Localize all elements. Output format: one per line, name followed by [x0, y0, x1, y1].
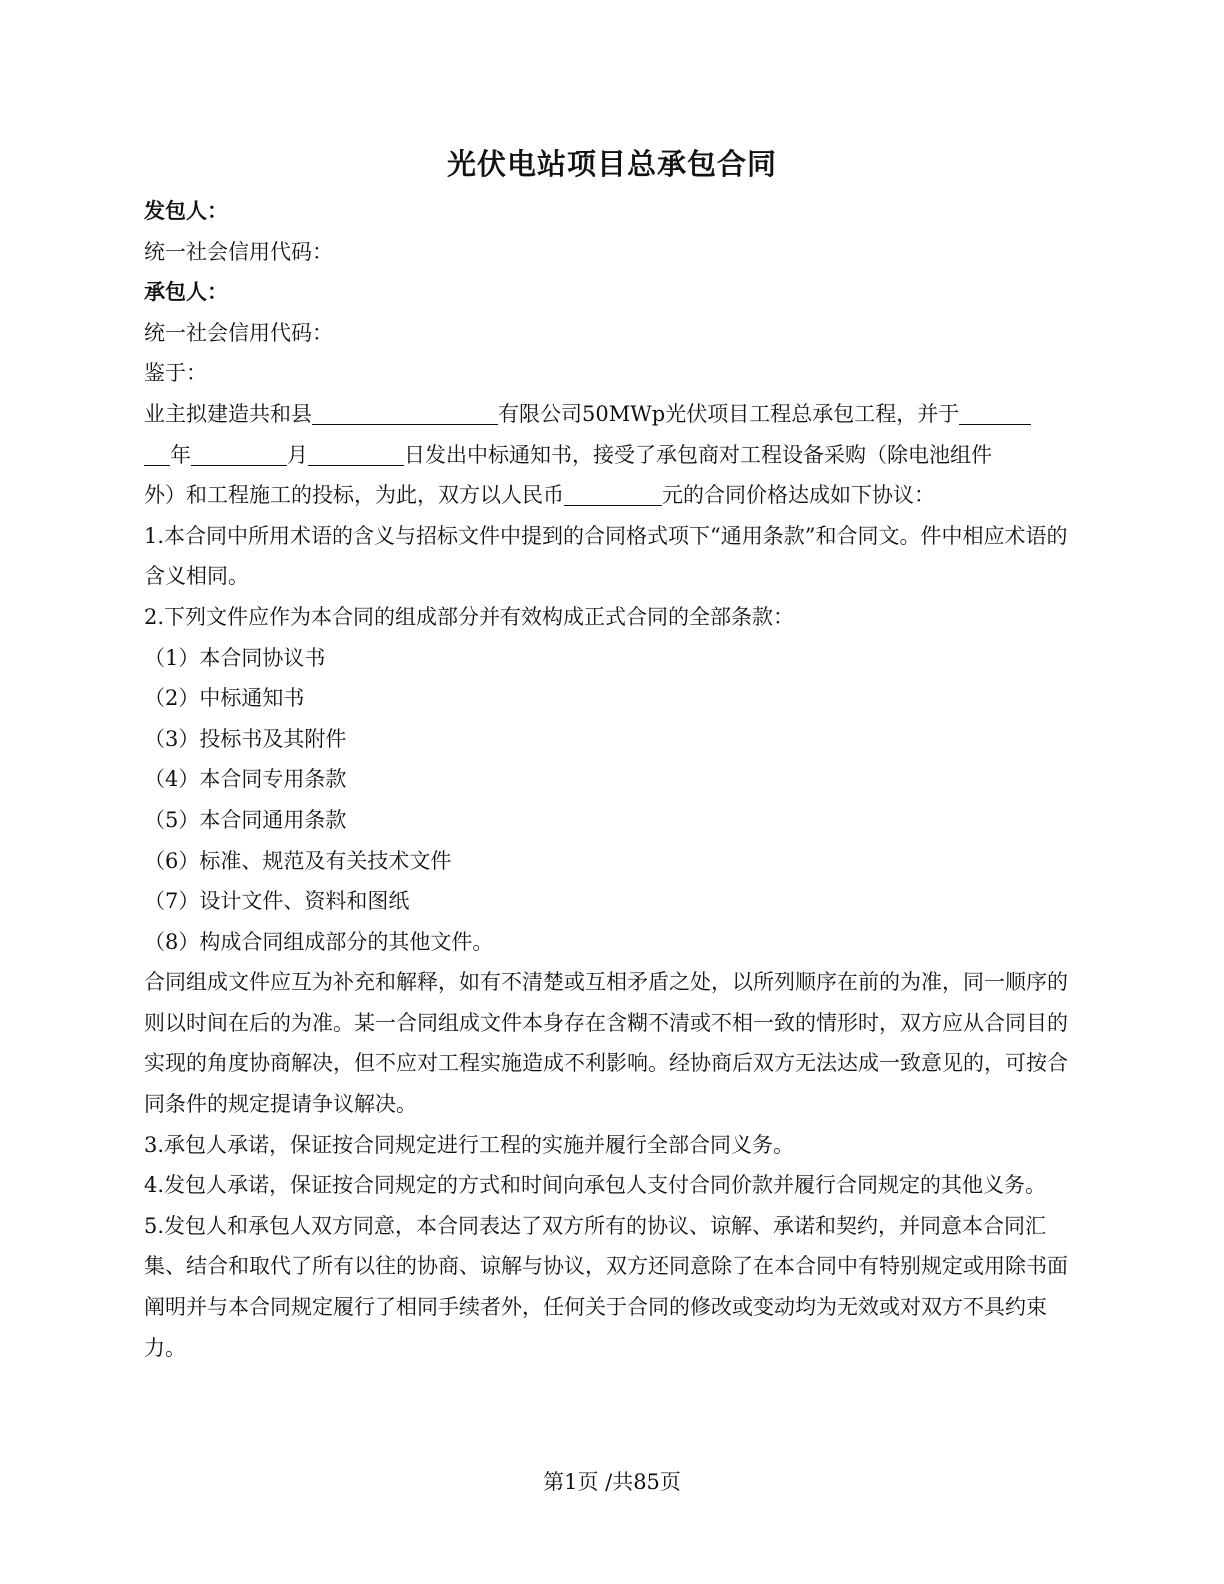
recital-part-4: 月 [287, 442, 308, 467]
day-blank [308, 441, 404, 466]
clause-3: 3.承包人承诺，保证按合同规定进行工程的实施并履行全部合同义务。 [144, 1132, 795, 1157]
clause-5: 5.发包人和承包人双方同意，本合同表达了双方所有的协议、谅解、承诺和契约，并同意本合同汇集、结合和取代了所有以往的协商、谅解与协议，双方还同意除了在本合同中有特别规定或用除书面阐明并与本合同规定履行了相同手续者外，任何关于合同的修改或变动均为无效或对双方不具约束力。 [144, 1213, 1068, 1360]
document-title: 光伏电站项目总承包合同 [446, 147, 777, 181]
amount-blank [564, 481, 662, 506]
recital-line-2 [144, 435, 1084, 476]
month-blank [191, 441, 287, 466]
precedence-paragraph: 合同组成文件应互为补充和解释，如有不清楚或互相矛盾之处，以所列顺序在前的为准，同一顺序的则以时间在后的为准。某一合同组成文件本身存在含糊不清或不相一致的情形时，双方应从合同目的实现的角度协商解决，但不应对工程实施造成不利影响。经协商后双方无法达成一致意见的，可按合同条件的规定提请争议解决。 [144, 970, 1068, 1117]
list-item: （3）投标书及其附件 [144, 726, 347, 751]
document-body [144, 191, 1084, 1368]
county-blank [312, 400, 498, 425]
list-item: （2）中标通知书 [144, 686, 305, 711]
employer-label: 发包人： [144, 198, 228, 223]
recital-line-1 [144, 394, 1084, 435]
list-item: （8）构成合同组成部分的其他文件。 [144, 929, 494, 954]
recital-part-7: 元的合同价格达成如下协议： [662, 483, 935, 508]
page-number: 第1页 /共85页 [543, 1470, 681, 1494]
list-item: （7）设计文件、资料和图纸 [144, 889, 410, 914]
recital-part-2: 有限公司50MWp光伏项目工程总承包工程，并于 [498, 401, 960, 426]
contractor-label: 承包人： [144, 279, 228, 305]
recital-part-1: 业主拟建造共和县 [144, 401, 312, 426]
year-blank-start [959, 400, 1031, 425]
list-item: （6）标准、规范及有关技术文件 [144, 848, 452, 873]
whereas-label: 鉴于： [144, 361, 207, 386]
recital-part-5: 日发出中标通知书，接受了承包商对工程设备采购（除电池组件 [404, 442, 992, 467]
recital-part-6: 外）和工程施工的投标，为此，双方以人民币 [144, 483, 564, 508]
recital-part-3: 年 [170, 442, 191, 467]
list-item: （5）本合同通用条款 [144, 807, 347, 832]
contractor-credit-code-label: 统一社会信用代码： [144, 320, 333, 345]
clause-1: 1.本合同中所用术语的含义与招标文件中提到的合同格式项下“通用条款”和合同文。件中相应术语的含义相同。 [144, 523, 1068, 589]
recital-line-3 [144, 475, 1084, 516]
clause-2: 2.下列文件应作为本合同的组成部分并有效构成正式合同的全部条款： [144, 604, 795, 629]
clause-4: 4.发包人承诺，保证按合同规定的方式和时间向承包人支付合同价款并履行合同规定的其他义务。 [144, 1173, 1047, 1198]
employer-credit-code-label: 统一社会信用代码： [144, 239, 333, 264]
list-item: （1）本合同协议书 [144, 645, 326, 670]
year-blank-end [144, 441, 170, 466]
list-item: （4）本合同专用条款 [144, 767, 347, 792]
